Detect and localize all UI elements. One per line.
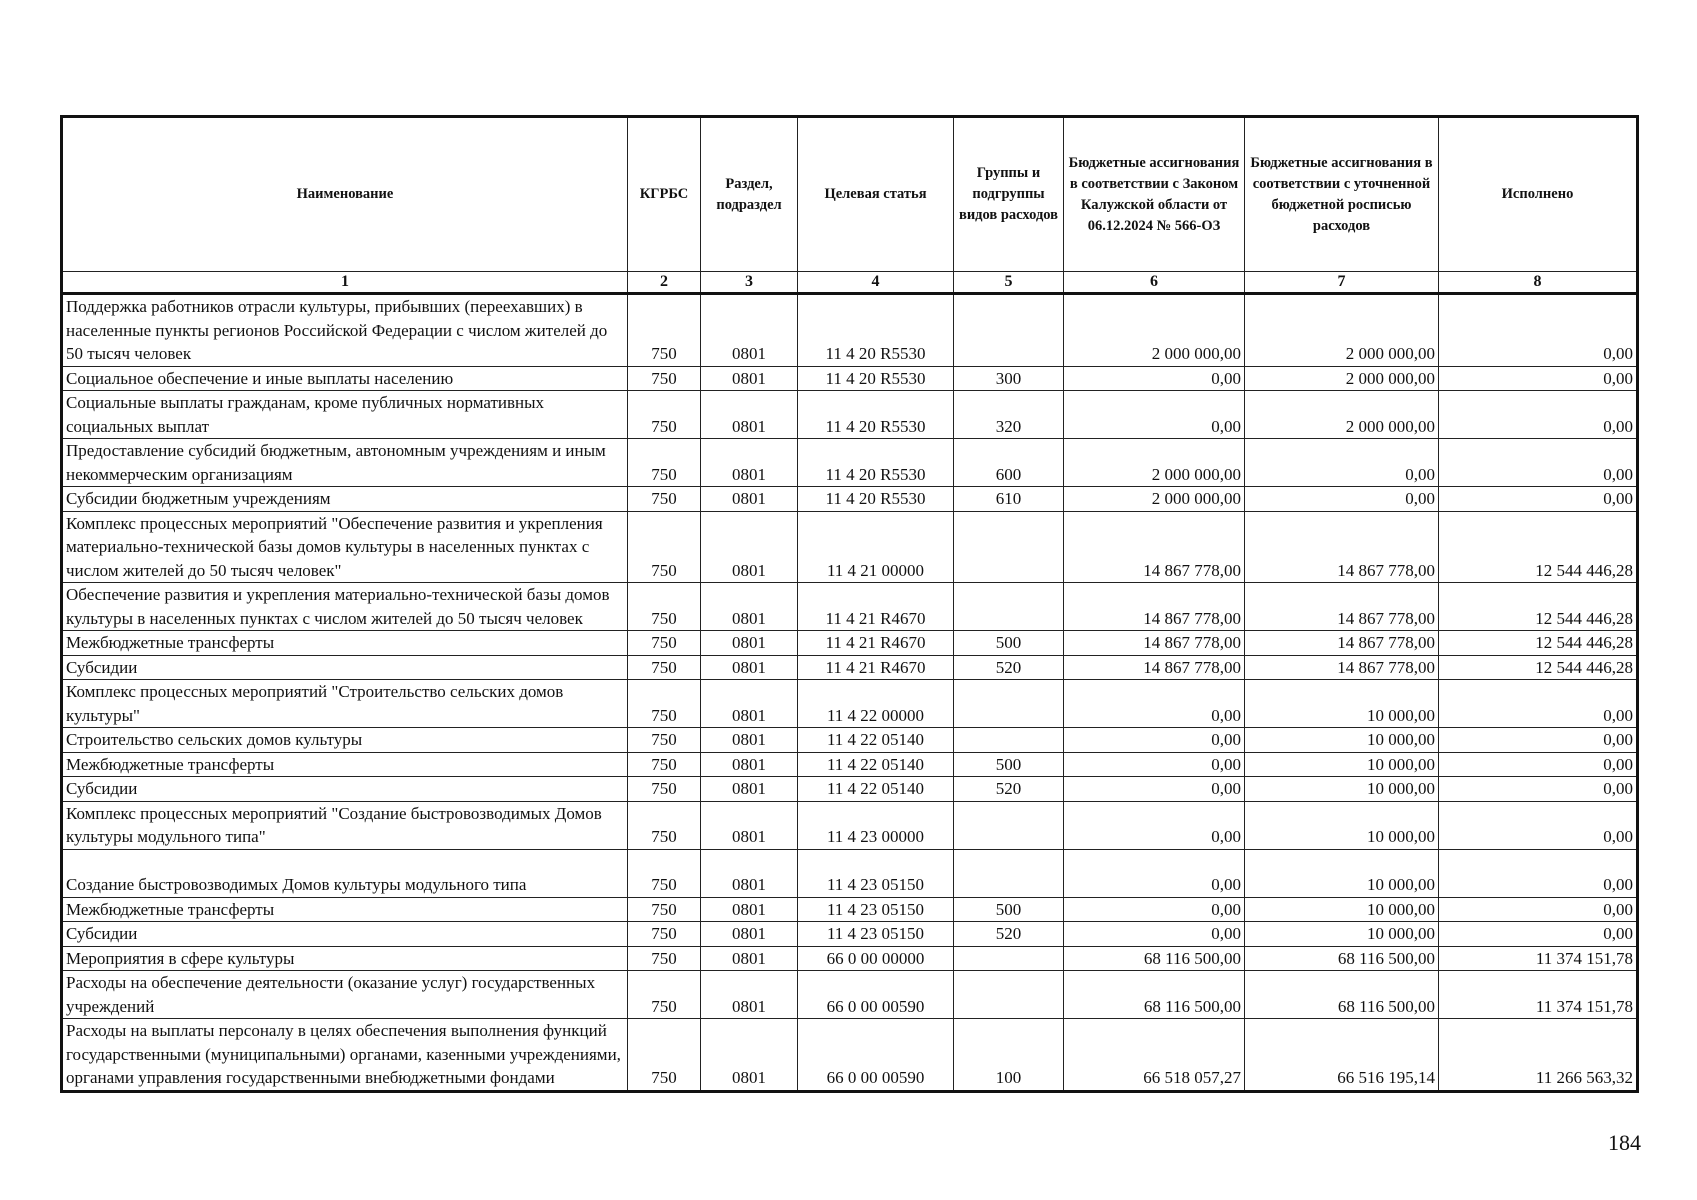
row-executed-amount: 11 266 563,32 [1439, 1019, 1638, 1092]
row-target: 11 4 23 05150 [798, 849, 954, 897]
table-row [62, 583, 1638, 631]
row-group [954, 849, 1064, 897]
row-executed-amount: 12 544 446,28 [1439, 511, 1638, 583]
table-row [62, 680, 1638, 728]
row-refined-amount: 10 000,00 [1245, 752, 1439, 777]
row-kgrbs: 750 [628, 922, 701, 947]
table-row [62, 631, 1638, 656]
row-name: Комплекс процессных мероприятий "Строительство сельских домов культуры" [62, 680, 628, 728]
row-group: 500 [954, 897, 1064, 922]
row-target: 11 4 23 00000 [798, 801, 954, 849]
row-refined-amount: 68 116 500,00 [1245, 971, 1439, 1019]
table-row [62, 777, 1638, 802]
row-executed-amount: 0,00 [1439, 777, 1638, 802]
row-group: 320 [954, 391, 1064, 439]
row-name: Мероприятия в сфере культуры [62, 946, 628, 971]
row-group: 500 [954, 631, 1064, 656]
row-target: 11 4 21 00000 [798, 511, 954, 583]
row-refined-amount: 10 000,00 [1245, 922, 1439, 947]
column-number: 2 [628, 272, 701, 294]
column-number: 6 [1064, 272, 1245, 294]
row-group: 100 [954, 1019, 1064, 1092]
row-law-amount: 0,00 [1064, 922, 1245, 947]
row-section: 0801 [701, 849, 798, 897]
table-row [62, 366, 1638, 391]
row-section: 0801 [701, 655, 798, 680]
row-executed-amount: 0,00 [1439, 366, 1638, 391]
row-section: 0801 [701, 294, 798, 367]
row-executed-amount: 0,00 [1439, 680, 1638, 728]
row-law-amount: 66 518 057,27 [1064, 1019, 1245, 1092]
row-target: 66 0 00 00590 [798, 1019, 954, 1092]
row-executed-amount: 0,00 [1439, 391, 1638, 439]
row-group: 610 [954, 487, 1064, 512]
header-executed: Исполнено [1439, 117, 1638, 272]
table-row [62, 946, 1638, 971]
row-refined-amount: 2 000 000,00 [1245, 294, 1439, 367]
row-kgrbs: 750 [628, 849, 701, 897]
row-group [954, 294, 1064, 367]
row-law-amount: 0,00 [1064, 801, 1245, 849]
row-kgrbs: 750 [628, 439, 701, 487]
row-executed-amount: 12 544 446,28 [1439, 631, 1638, 656]
row-target: 11 4 23 05150 [798, 922, 954, 947]
row-section: 0801 [701, 801, 798, 849]
row-kgrbs: 750 [628, 511, 701, 583]
row-target: 11 4 21 R4670 [798, 631, 954, 656]
table-row [62, 897, 1638, 922]
row-law-amount: 68 116 500,00 [1064, 946, 1245, 971]
row-section: 0801 [701, 631, 798, 656]
row-group [954, 946, 1064, 971]
row-target: 11 4 20 R5530 [798, 439, 954, 487]
row-executed-amount: 12 544 446,28 [1439, 655, 1638, 680]
row-section: 0801 [701, 511, 798, 583]
row-law-amount: 0,00 [1064, 752, 1245, 777]
row-kgrbs: 750 [628, 366, 701, 391]
row-section: 0801 [701, 752, 798, 777]
column-number: 4 [798, 272, 954, 294]
budget-table [60, 115, 1639, 1093]
row-kgrbs: 750 [628, 801, 701, 849]
header-row [62, 117, 1638, 272]
row-group: 300 [954, 366, 1064, 391]
row-name [62, 849, 628, 897]
header-section: Раздел, подраздел [701, 117, 798, 272]
row-group [954, 728, 1064, 753]
row-law-amount: 2 000 000,00 [1064, 294, 1245, 367]
row-executed-amount: 0,00 [1439, 801, 1638, 849]
row-kgrbs: 750 [628, 728, 701, 753]
column-number: 8 [1439, 272, 1638, 294]
row-name: Субсидии [62, 777, 628, 802]
row-executed-amount: 11 374 151,78 [1439, 971, 1638, 1019]
table-row [62, 971, 1638, 1019]
row-name: Социальные выплаты гражданам, кроме публичных нормативных социальных выплат [62, 391, 628, 439]
table-row [62, 487, 1638, 512]
row-law-amount: 68 116 500,00 [1064, 971, 1245, 1019]
row-group [954, 680, 1064, 728]
header-kgrbs: КГРБС [628, 117, 701, 272]
row-kgrbs: 750 [628, 680, 701, 728]
column-number: 3 [701, 272, 798, 294]
row-group: 500 [954, 752, 1064, 777]
row-section: 0801 [701, 946, 798, 971]
row-name: Расходы на обеспечение деятельности (оказание услуг) государственных учреждений [62, 971, 628, 1019]
row-group [954, 583, 1064, 631]
row-target: 11 4 22 05140 [798, 777, 954, 802]
row-law-amount: 14 867 778,00 [1064, 511, 1245, 583]
row-target: 11 4 22 05140 [798, 752, 954, 777]
row-name: Субсидии [62, 655, 628, 680]
row-target: 11 4 22 05140 [798, 728, 954, 753]
header-name: Наименование [62, 117, 628, 272]
table-row [62, 801, 1638, 849]
table-row [62, 922, 1638, 947]
row-executed-amount: 0,00 [1439, 849, 1638, 897]
row-law-amount: 0,00 [1064, 680, 1245, 728]
row-executed-amount: 0,00 [1439, 439, 1638, 487]
row-refined-amount: 10 000,00 [1245, 897, 1439, 922]
row-target: 11 4 20 R5530 [798, 487, 954, 512]
row-section: 0801 [701, 439, 798, 487]
table-row [62, 439, 1638, 487]
row-group: 520 [954, 655, 1064, 680]
row-target: 66 0 00 00000 [798, 946, 954, 971]
row-law-amount: 0,00 [1064, 849, 1245, 897]
row-refined-amount: 14 867 778,00 [1245, 655, 1439, 680]
row-kgrbs: 750 [628, 946, 701, 971]
row-target: 11 4 22 00000 [798, 680, 954, 728]
row-kgrbs: 750 [628, 1019, 701, 1092]
row-refined-amount: 10 000,00 [1245, 680, 1439, 728]
row-refined-amount: 2 000 000,00 [1245, 391, 1439, 439]
row-name: Субсидии [62, 922, 628, 947]
row-refined-amount: 14 867 778,00 [1245, 631, 1439, 656]
row-kgrbs: 750 [628, 487, 701, 512]
row-name: Комплекс процессных мероприятий "Создание быстровозводимых Домов культуры модульного типа" [62, 801, 628, 849]
row-name: Строительство сельских домов культуры [62, 728, 628, 753]
row-group: 520 [954, 777, 1064, 802]
row-refined-amount: 66 516 195,14 [1245, 1019, 1439, 1092]
row-executed-amount: 0,00 [1439, 752, 1638, 777]
table-row [62, 728, 1638, 753]
row-target: 11 4 20 R5530 [798, 366, 954, 391]
row-target: 11 4 20 R5530 [798, 391, 954, 439]
row-group [954, 801, 1064, 849]
row-target: 11 4 20 R5530 [798, 294, 954, 367]
row-law-amount: 0,00 [1064, 366, 1245, 391]
row-name: Поддержка работников отрасли культуры, прибывших (переехавших) в населенные пункты регионов Российской Федерации с числом жителей до 50 тысяч человек [62, 294, 628, 367]
table-row [62, 655, 1638, 680]
row-name: Межбюджетные трансферты [62, 897, 628, 922]
row-section: 0801 [701, 971, 798, 1019]
row-section: 0801 [701, 728, 798, 753]
row-name: Расходы на выплаты персоналу в целях обеспечения выполнения функций государственными (муниципальными) органами, казенными учреждениями, органами управления государственными внебюджетными фондами [62, 1019, 628, 1092]
row-law-amount: 0,00 [1064, 777, 1245, 802]
row-target: 11 4 21 R4670 [798, 583, 954, 631]
column-number: 1 [62, 272, 628, 294]
row-section: 0801 [701, 366, 798, 391]
row-kgrbs: 750 [628, 631, 701, 656]
row-name: Субсидии бюджетным учреждениям [62, 487, 628, 512]
row-group: 600 [954, 439, 1064, 487]
row-kgrbs: 750 [628, 897, 701, 922]
row-law-amount: 14 867 778,00 [1064, 655, 1245, 680]
column-number: 7 [1245, 272, 1439, 294]
row-law-amount: 14 867 778,00 [1064, 583, 1245, 631]
row-section: 0801 [701, 1019, 798, 1092]
table-row [62, 849, 1638, 897]
row-executed-amount: 0,00 [1439, 922, 1638, 947]
row-target: 11 4 23 05150 [798, 897, 954, 922]
row-name: Межбюджетные трансферты [62, 752, 628, 777]
row-group [954, 971, 1064, 1019]
row-law-amount: 0,00 [1064, 728, 1245, 753]
row-refined-amount: 14 867 778,00 [1245, 511, 1439, 583]
row-kgrbs: 750 [628, 655, 701, 680]
page-number: 184 [1608, 1130, 1641, 1155]
row-law-amount: 2 000 000,00 [1064, 439, 1245, 487]
row-section: 0801 [701, 680, 798, 728]
row-section: 0801 [701, 391, 798, 439]
row-refined-amount: 10 000,00 [1245, 849, 1439, 897]
row-section: 0801 [701, 777, 798, 802]
row-kgrbs: 750 [628, 583, 701, 631]
row-group [954, 511, 1064, 583]
row-kgrbs: 750 [628, 752, 701, 777]
row-executed-amount: 11 374 151,78 [1439, 946, 1638, 971]
table-row [62, 752, 1638, 777]
row-kgrbs: 750 [628, 391, 701, 439]
row-name-text: Создание быстровозводимых Домов культуры модульного типа [66, 875, 527, 894]
row-name: Межбюджетные трансферты [62, 631, 628, 656]
row-refined-amount: 14 867 778,00 [1245, 583, 1439, 631]
row-kgrbs: 750 [628, 777, 701, 802]
header-law-allocations: Бюджетные ассигнования в соответствии с Законом Калужской области от 06.12.2024 № 566-ОЗ [1064, 117, 1245, 272]
header-refined-allocations: Бюджетные ассигнования в соответствии с уточненной бюджетной росписью расходов [1245, 117, 1439, 272]
row-executed-amount: 0,00 [1439, 897, 1638, 922]
row-name: Социальное обеспечение и иные выплаты населению [62, 366, 628, 391]
row-executed-amount: 0,00 [1439, 728, 1638, 753]
row-law-amount: 0,00 [1064, 391, 1245, 439]
row-target: 66 0 00 00590 [798, 971, 954, 1019]
row-name: Предоставление субсидий бюджетным, автономным учреждениям и иным некоммерческим организациям [62, 439, 628, 487]
header-groups: Группы и подгруппы видов расходов [954, 117, 1064, 272]
row-law-amount: 0,00 [1064, 897, 1245, 922]
row-section: 0801 [701, 583, 798, 631]
row-section: 0801 [701, 922, 798, 947]
column-number: 5 [954, 272, 1064, 294]
row-refined-amount: 10 000,00 [1245, 728, 1439, 753]
row-refined-amount: 10 000,00 [1245, 801, 1439, 849]
row-executed-amount: 0,00 [1439, 487, 1638, 512]
row-law-amount: 14 867 778,00 [1064, 631, 1245, 656]
header-target: Целевая статья [798, 117, 954, 272]
row-refined-amount: 68 116 500,00 [1245, 946, 1439, 971]
row-group: 520 [954, 922, 1064, 947]
table-row [62, 294, 1638, 367]
row-target: 11 4 21 R4670 [798, 655, 954, 680]
row-name: Обеспечение развития и укрепления материально-технической базы домов культуры в населенных пунктах с числом жителей до 50 тысяч человек [62, 583, 628, 631]
row-executed-amount: 0,00 [1439, 294, 1638, 367]
row-refined-amount: 2 000 000,00 [1245, 366, 1439, 391]
table-row [62, 1019, 1638, 1092]
row-law-amount: 2 000 000,00 [1064, 487, 1245, 512]
row-section: 0801 [701, 487, 798, 512]
budget-sheet [60, 115, 1636, 1093]
row-refined-amount: 0,00 [1245, 439, 1439, 487]
row-name: Комплекс процессных мероприятий "Обеспечение развития и укрепления материально-технической базы домов культуры в населенных пунктах с числом жителей до 50 тысяч человек" [62, 511, 628, 583]
row-refined-amount: 10 000,00 [1245, 777, 1439, 802]
row-executed-amount: 12 544 446,28 [1439, 583, 1638, 631]
row-kgrbs: 750 [628, 971, 701, 1019]
column-number-row [62, 272, 1638, 294]
table-row [62, 511, 1638, 583]
table-row [62, 391, 1638, 439]
row-refined-amount: 0,00 [1245, 487, 1439, 512]
row-section: 0801 [701, 897, 798, 922]
row-kgrbs: 750 [628, 294, 701, 367]
